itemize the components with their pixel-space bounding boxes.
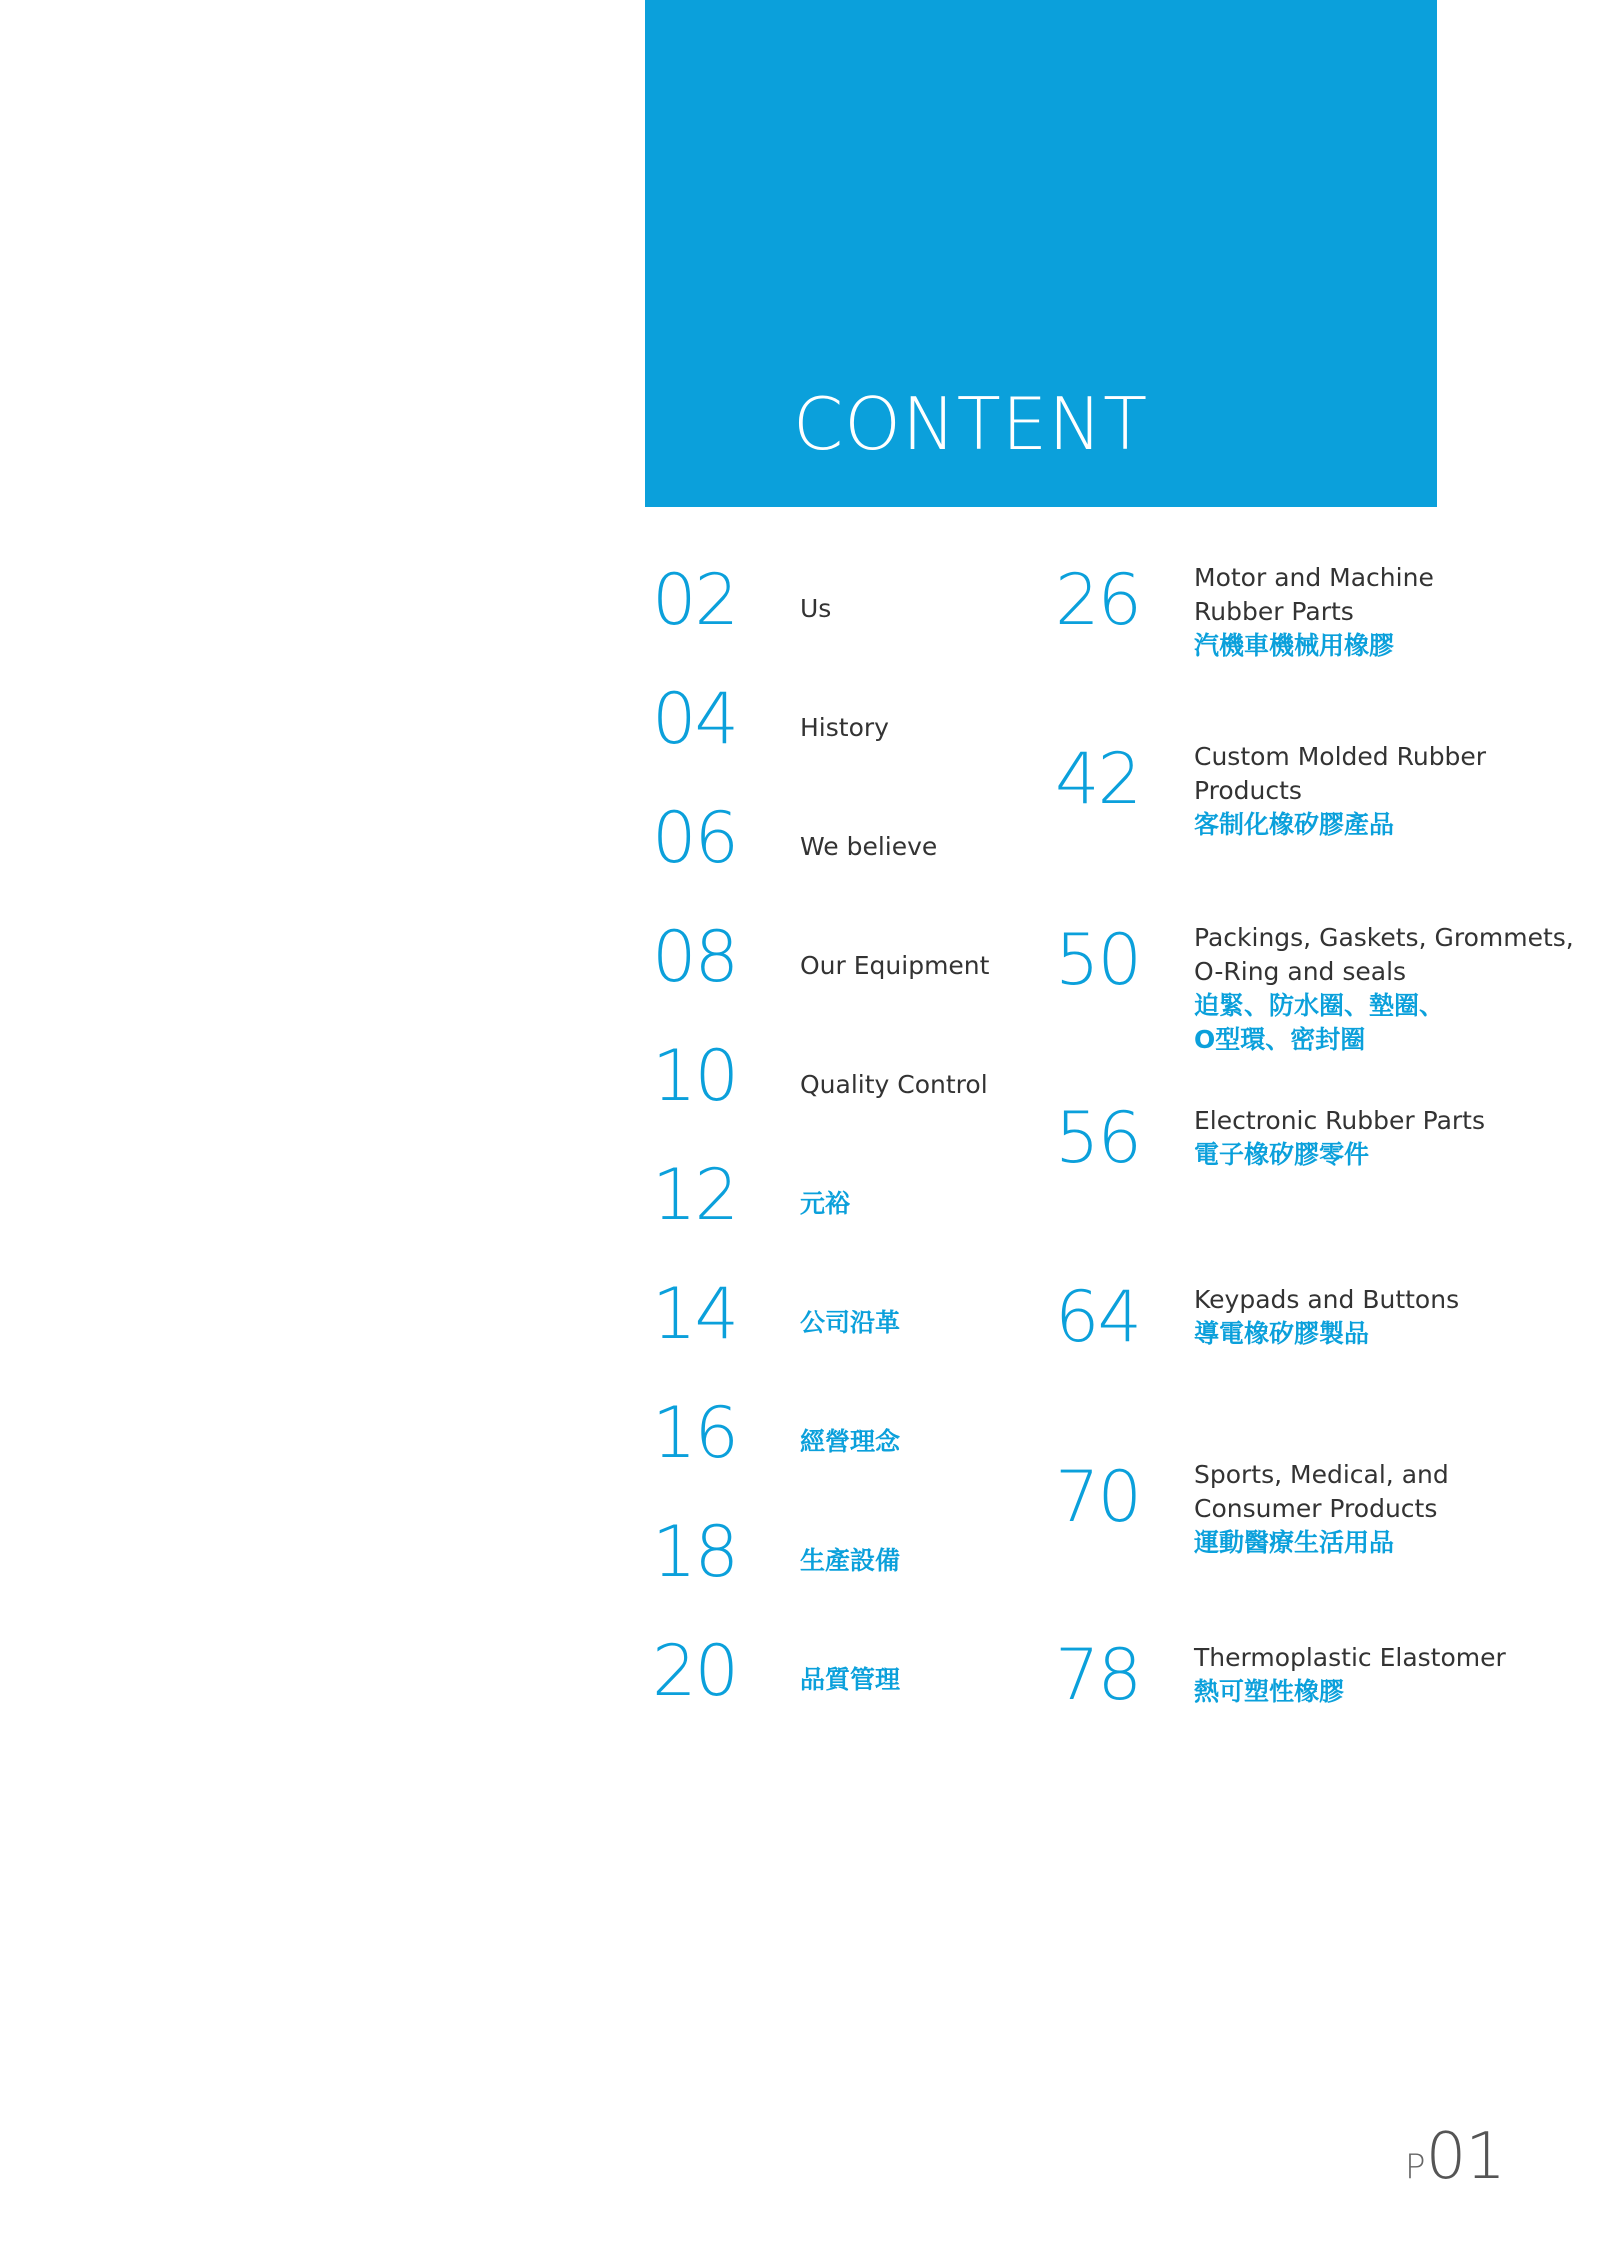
toc-page-number: 56 xyxy=(1055,1097,1141,1179)
toc-entry-title-line: Products xyxy=(1194,776,1302,805)
toc-page-number: 06 xyxy=(652,797,738,879)
toc-entry-label: Quality Control xyxy=(800,1070,988,1099)
toc-entry-title-zh: O型環、密封圈 xyxy=(1194,1025,1366,1054)
toc-page-number: 26 xyxy=(1055,559,1141,641)
toc-entry-title-line: Motor and Machine xyxy=(1194,563,1434,592)
toc-entry-label-zh: 品質管理 xyxy=(800,1665,901,1694)
toc-page-number: 04 xyxy=(652,678,738,760)
toc-entry-title-line: Custom Molded Rubber xyxy=(1194,742,1487,771)
toc-entry-title-zh: 迫緊、防水圈、墊圈、 xyxy=(1194,991,1445,1020)
page-number-value: 01 xyxy=(1425,2120,1505,2194)
toc-page-number: 78 xyxy=(1055,1634,1141,1716)
toc-entry-title-line: Packings, Gaskets, Grommets, xyxy=(1194,923,1574,952)
toc-entry-title-line: Keypads and Buttons xyxy=(1194,1285,1460,1314)
toc-page-number: 70 xyxy=(1055,1456,1141,1538)
toc-entry-label-zh: 經營理念 xyxy=(800,1427,901,1456)
toc-page-number: 18 xyxy=(652,1511,738,1593)
toc-page-number: 64 xyxy=(1055,1276,1141,1358)
toc-entry-title-line: Thermoplastic Elastomer xyxy=(1194,1643,1506,1672)
toc-page-number: 12 xyxy=(652,1154,738,1236)
toc-page-number: 50 xyxy=(1055,919,1141,1001)
toc-entry-label: We believe xyxy=(800,832,938,861)
toc-entry-title-zh: 客制化橡矽膠產品 xyxy=(1194,810,1395,839)
toc-entry-title-line: O-Ring and seals xyxy=(1194,957,1407,986)
toc-entry-title-zh: 電子橡矽膠零件 xyxy=(1194,1140,1370,1169)
toc-page-number: 02 xyxy=(652,559,738,641)
toc-page-number: 14 xyxy=(652,1273,738,1355)
toc-page-number: 42 xyxy=(1055,738,1141,820)
page-number-prefix: P xyxy=(1405,2147,1426,2187)
toc-entry-label: Us xyxy=(800,594,832,623)
toc-page-number: 08 xyxy=(652,916,738,998)
toc-entry-title-zh: 導電橡矽膠製品 xyxy=(1194,1319,1370,1348)
header-banner xyxy=(645,0,1437,507)
page-number xyxy=(1405,2120,1505,2194)
toc-entry-label-zh: 公司沿革 xyxy=(800,1308,901,1337)
toc-entry-label-zh: 元裕 xyxy=(800,1189,851,1218)
toc-entry-title-line: Electronic Rubber Parts xyxy=(1194,1106,1485,1135)
toc-page-number: 16 xyxy=(652,1392,738,1474)
toc-entry-title-line: Consumer Products xyxy=(1194,1494,1438,1523)
toc-entry-label-zh: 生產設備 xyxy=(800,1546,901,1575)
toc-entry-title-zh: 運動醫療生活用品 xyxy=(1194,1528,1395,1557)
toc-entry-label: History xyxy=(800,713,889,742)
toc-page-number: 10 xyxy=(652,1035,738,1117)
toc-entry-title-zh: 熱可塑性橡膠 xyxy=(1194,1677,1345,1706)
toc-entry-title-line: Rubber Parts xyxy=(1194,597,1354,626)
page-title: CONTENT xyxy=(793,382,1149,466)
toc-page-number: 20 xyxy=(652,1630,738,1712)
toc-entry-title-line: Sports, Medical, and xyxy=(1194,1460,1449,1489)
toc-entry-label: Our Equipment xyxy=(800,951,990,980)
toc-entry-title-zh: 汽機車機械用橡膠 xyxy=(1194,631,1395,660)
